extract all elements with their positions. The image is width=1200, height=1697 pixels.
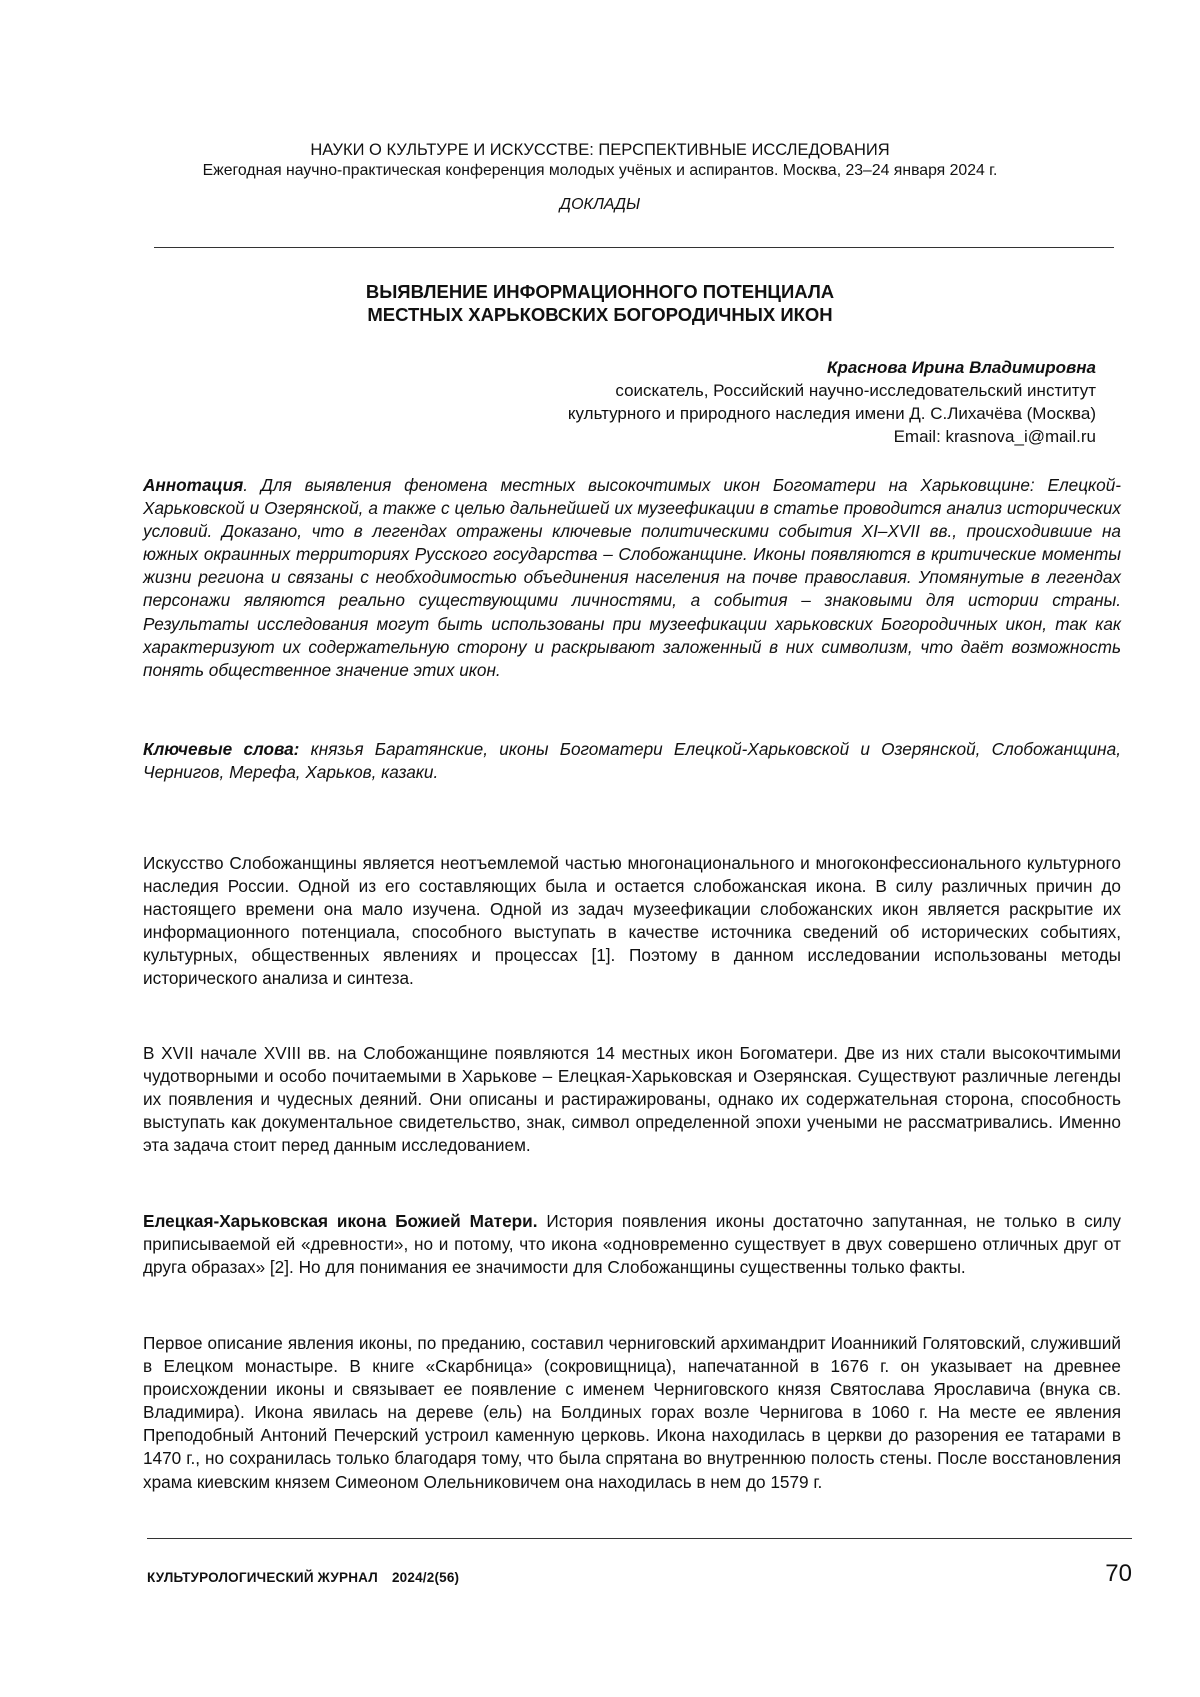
- journal-name: КУЛЬТУРОЛОГИЧЕСКИЙ ЖУРНАЛ: [147, 1570, 378, 1585]
- abstract-text: . Для выявления феномена местных высокочтимых икон Богоматери на Харьковщине: Елецкой-Харьковской и Озерянской, а также с целью дальнейшей их музеефикации в статье проводится анализ исторических условий. Доказано, что в легендах отражены ключевые политическими события XI–XVII вв., происходившие на южных окраинных территориях Русского государства – Слобожанщине. Иконы появляются в критические моменты жизни региона и связаны с необходимостью объединения населения на почве православия. Упомянутые в легендах персонажи являются реально существующими личностями, а события – знаковыми для истории страны. Результаты исследования могут быть использованы при музеефикации харьковских Богородичных икон, так как характеризуют их содержательную сторону и раскрывают заложенный в них символизм, что даёт возможность понять общественное значение этих икон.: [143, 475, 1121, 680]
- abstract: [143, 474, 1121, 682]
- author-affiliation-line2: культурного и природного наследия имени Д. С.Лихачёва (Москва): [567, 404, 1096, 423]
- header-divider: [154, 247, 1114, 248]
- keywords-text: князья Баратянские, иконы Богоматери Елецкой-Харьковской и Озерянской, Слобожанщина, Чернигов, Мерефа, Харьков, казаки.: [143, 739, 1121, 783]
- conference-title: НАУКИ О КУЛЬТУРЕ И ИСКУССТВЕ: ПЕРСПЕКТИВНЫЕ ИССЛЕДОВАНИЯ: [310, 141, 890, 159]
- page-number: 70: [1105, 1560, 1132, 1587]
- footer-divider: [147, 1538, 1132, 1539]
- article-title-line2: МЕСТНЫХ ХАРЬКОВСКИХ БОГОРОДИЧНЫХ ИКОН: [367, 304, 833, 325]
- footer-journal: [147, 1570, 459, 1585]
- body-paragraph-2: В XVII начале XVIII вв. на Слобожанщине появляются 14 местных икон Богоматери. Две из них стали высокочтимыми чудотворными и особо почитаемыми в Харькове – Елецкая-Харьковская и Озерянская. Существуют различные легенды их появления и чудесных деяний. Они описаны и растиражированы, однако их содержательная сторона, способность выступать как документальное свидетельство, знак, символ определенной эпохи учеными не рассматривались. Именно эта задача стоит перед данным исследованием.: [143, 1043, 1121, 1156]
- author-email: Email: krasnova_i@mail.ru: [893, 427, 1096, 446]
- keywords: [143, 738, 1121, 784]
- body-paragraph-4: Первое описание явления иконы, по преданию, составил черниговский архимандрит Иоанникий Голятовский, служивший в Елецком монастыре. В книге «Скарбница» (сокровищница), напечатанной в 1676 г. он указывает на древнее происхождении иконы и связывает ее появление с именем Черниговского князя Святослава Ярославича (внука св. Владимира). Икона явилась на дереве (ель) на Болдиных горах возле Чернигова в 1060 г. На месте ее явления Преподобный Антоний Печерский устроил каменную церковь. Икона находилась в церкви до разорения ее татарами в 1470 г., но сохранилась только благодаря тому, что была спрятана во внутреннюю полость стены. После восстановления храма киевским князем Симеоном Олельниковичем она находилась в нем до 1579 г.: [143, 1333, 1121, 1492]
- body-paragraph-1: Искусство Слобожанщины является неотъемлемой частью многонационального и многоконфессионального культурного наследия России. Одной из его составляющих была и остается слобожанская икона. В силу различных причин до настоящего времени она мало изучена. Одной из задач музеефикации слобожанских икон является раскрытие их информационного потенциала, способного выступать в качестве источника сведений об исторических событиях, культурных, общественных явлениях и процессах [1]. Поэтому в данном исследовании использованы методы исторического анализа и синтеза.: [143, 853, 1121, 989]
- section-label: ДОКЛАДЫ: [559, 196, 641, 213]
- icon-section-heading: Елецкая-Харьковская икона Божией Матери.: [143, 1211, 538, 1231]
- abstract-label: Аннотация: [143, 475, 244, 495]
- author-affiliation-line1: соискатель, Российский научно-исследовательский институт: [615, 381, 1096, 400]
- article-title-line1: ВЫЯВЛЕНИЕ ИНФОРМАЦИОННОГО ПОТЕНЦИАЛА: [365, 281, 835, 302]
- author-name: Краснова Ирина Владимировна: [827, 358, 1096, 377]
- body-paragraph-3-text: История появления иконы достаточно запутанная, не только в силу приписываемой ей «древности», но и потому, что икона «одновременно существует в двух совершено отличных друг от друга образах» [2]. Но для понимания ее значимости для Слобожанщины существенны только факты.: [143, 1211, 1121, 1278]
- journal-issue: 2024/2(56): [391, 1570, 460, 1585]
- conference-subtitle: Ежегодная научно-практическая конференция молодых учёных и аспирантов. Москва, 23–24 января 2024 г.: [202, 162, 998, 179]
- keywords-label: Ключевые слова:: [143, 739, 300, 759]
- body-paragraph-3: [143, 1210, 1121, 1279]
